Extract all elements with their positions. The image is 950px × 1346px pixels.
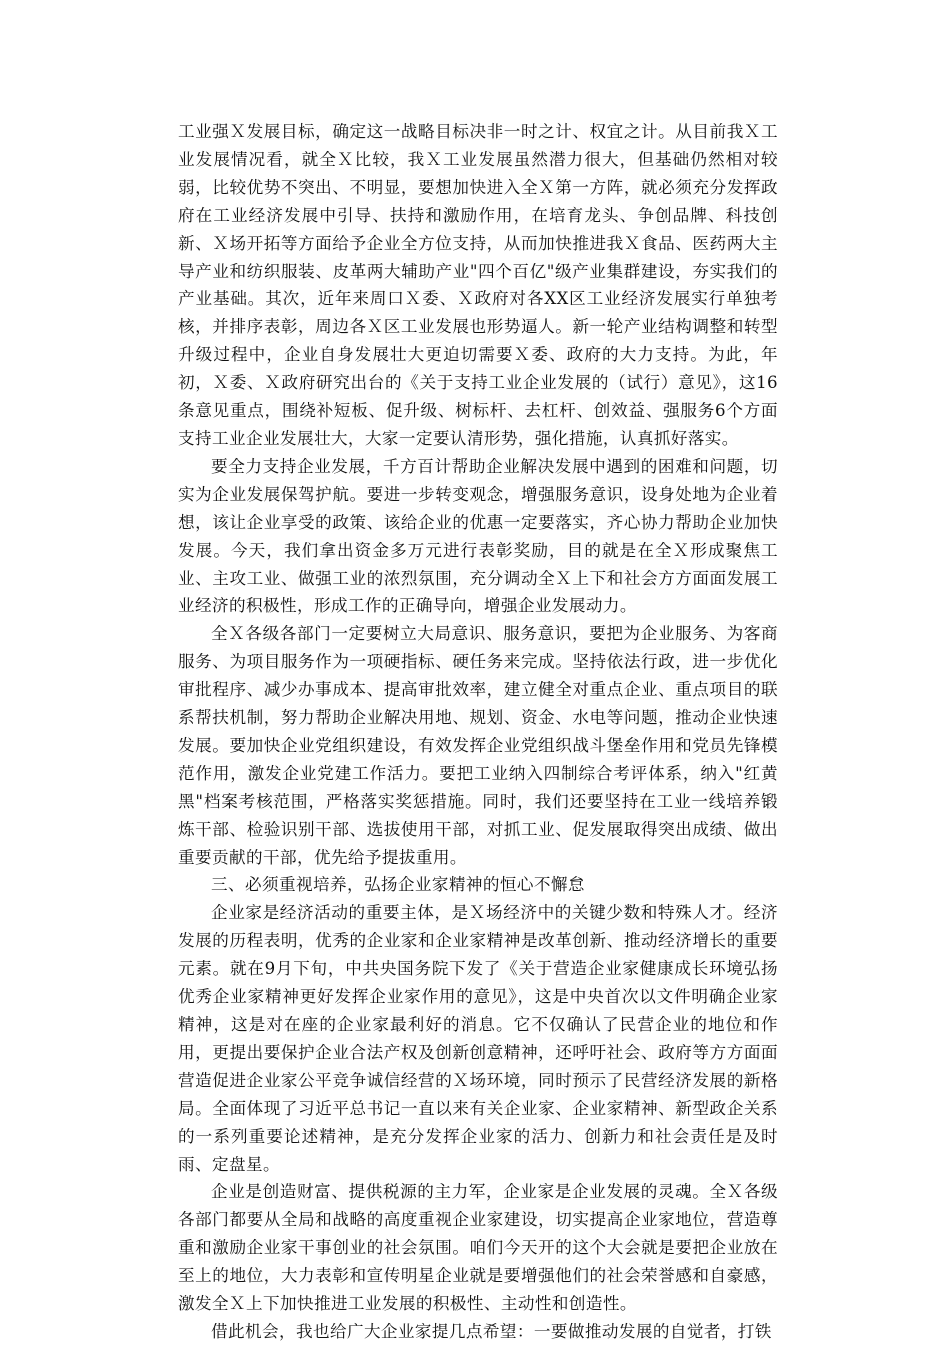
paragraph-hopes: 借此机会，我也给广大企业家提几点希望：一要做推动发展的自觉者，打铁	[211, 1321, 772, 1341]
paragraph-department-service: 全Ｘ各级各部门一定要树立大局意识、服务意识，要把为企业服务、为客商服务、为项目服务作为一项硬指标、硬任务来完成。坚持依法行政，进一步优化审批程序、减少办事成本、提高审批效率，建立健全对重点企业、重点项目的联系帮扶机制，努力帮助企业解决用地、规划、资金、水电等问题，推动企业快速发展。要加快企业党组织建设，有效发挥企业党组织战斗堡垒作用和党员先锋模范作用，激发企业党建工作活力。要把工业纳入四制综合考评体系，纳入"红黄黑"档案考核范围，严格落实奖惩措施。同时，我们还要坚持在工业一线培养锻炼干部、检验识别干部、选拔使用干部，对抓工业、促发展取得突出成绩、做出重要贡献的干部，优先给予提拔重用。	[178, 624, 778, 867]
paragraph-industrial-goals: 工业强Ｘ发展目标，确定这一战略目标决非一时之计、权宜之计。从目前我Ｘ工业发展情况看，就全Ｘ比较，我Ｘ工业发展虽然潜力很大，但基础仍然相对较弱，比较优势不突出、不明显，要想加快进入全Ｘ第一方阵，就必须充分发挥政府在工业经济发展中引导、扶持和激励作用，在培育龙头、争创品牌、科技创新、Ｘ场开拓等方面给予企业全方位支持，从而加快推进我Ｘ食品、医药两大主导产业和纺织服装、皮革两大辅助产业"四个百亿"级产业集群建设，夯实我们的产业基础。其次，近年来周口Ｘ委、Ｘ政府对各XX区工业经济发展实行单独考核，并排序表彰，周边各Ｘ区工业发展也形势逼人。新一轮产业结构调整和转型升级过程中，企业自身发展壮大更迫切需要Ｘ委、政府的大力支持。为此，年初，Ｘ委、Ｘ政府研究出台的《关于支持工业企业发展的（试行）意见》，这16条意见重点，围绕补短板、促升级、树标杆、去杠杆、创效益、强服务6个方面支持工业企业发展壮大，大家一定要认清形势，强化措施，认真抓好落实。	[178, 122, 778, 448]
paragraph-entrepreneur-spirit: 企业家是经济活动的重要主体，是Ｘ场经济中的关键少数和特殊人才。经济发展的历程表明，优秀的企业家和企业家精神是改革创新、推动经济增长的重要元素。就在9月下旬，中共央国务院下发了《关于营造企业家健康成长环境弘扬优秀企业家精神更好发挥企业家作用的意见》，这是中央首次以文件明确企业家精神，这是对在座的企业家最利好的消息。它不仅确认了民营企业的地位和作用，更提出要保护企业合法产权及创新创意精神，还呼吁社会、政府等方方面面营造促进企业家公平竞争诚信经营的Ｘ场环境，同时预示了民营经济发展的新格局。全面体现了习近平总书记一直以来有关企业家、企业家精神、新型政企关系的一系列重要论述精神，是充分发挥企业家的活力、创新力和社会责任是及时雨、定盘星。	[178, 903, 778, 1174]
section-heading: 三、必须重视培养，弘扬企业家精神的恒心不懈怠	[211, 875, 585, 895]
paragraph-support-enterprises: 要全力支持企业发展，千方百计帮助企业解决发展中遇到的困难和问题，切实为企业发展保驾护航。要进一步转变观念，增强服务意识，设身处地为企业着想，该让企业享受的政策、该给企业的优惠一定要落实，齐心协力帮助企业加快发展。今天，我们拿出资金多万元进行表彰奖励，目的就是在全Ｘ形成聚焦工业、主攻工业、做强工业的浓烈氛围，充分调动全Ｘ上下和社会方方面面发展工业经济的积极性，形成工作的正确导向，增强企业发展动力。	[178, 456, 778, 616]
document-body	[178, 118, 778, 1346]
paragraph-enterprise-role: 企业是创造财富、提供税源的主力军，企业家是企业发展的灵魂。全Ｘ各级各部门都要从全局和战略的高度重视企业家建设，切实提高企业家地位，营造尊重和激励企业家干事创业的社会氛围。咱们今天开的这个大会就是要把企业放在至上的地位，大力表彰和宣传明星企业就是要增强他们的社会荣誉感和自豪感，激发全Ｘ上下加快推进工业发展的积极性、主动性和创造性。	[178, 1182, 778, 1314]
